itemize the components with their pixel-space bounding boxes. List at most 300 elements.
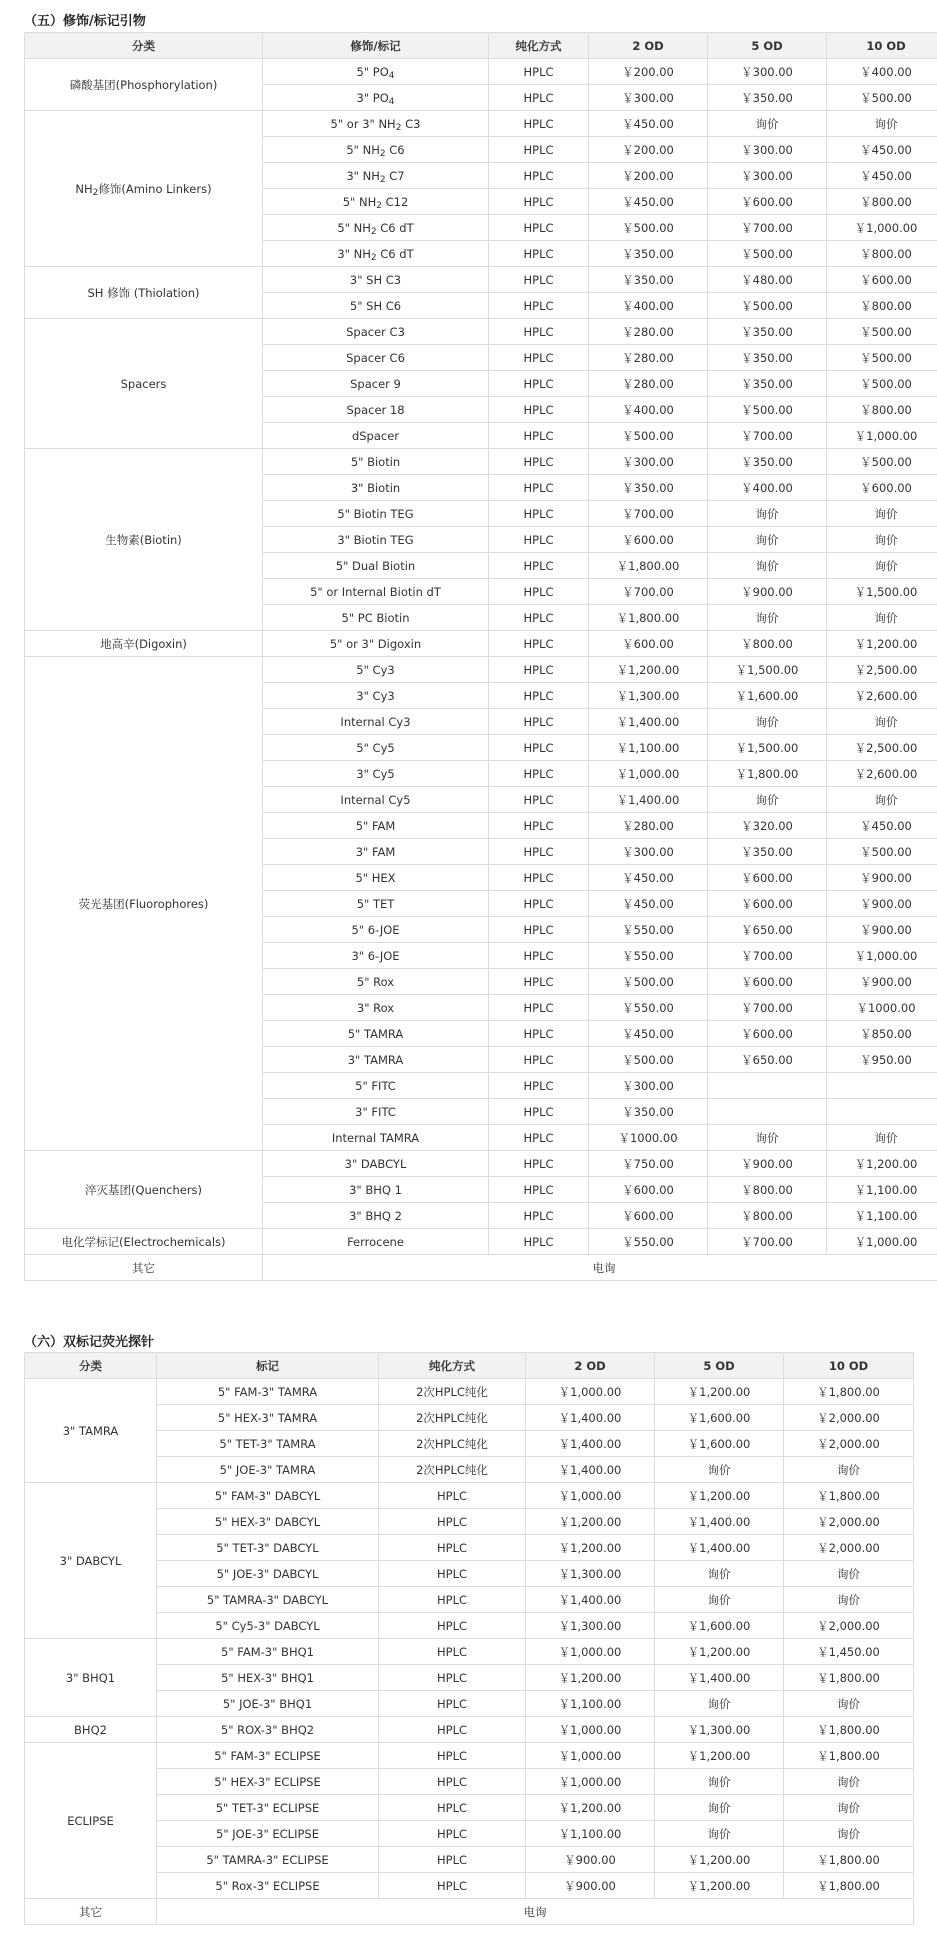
cell-price-10od: ￥1,800.00 — [784, 1665, 914, 1691]
cell-price-2od: ￥350.00 — [589, 241, 708, 267]
probe-price-table — [24, 1352, 914, 1925]
cell-purification: HPLC — [489, 631, 589, 657]
cell-label: 5" HEX-3" TAMRA — [157, 1405, 379, 1431]
cell-price-2od: ￥1,000.00 — [526, 1379, 655, 1405]
cell-purification: HPLC — [379, 1743, 526, 1769]
header-purification: 纯化方式 — [489, 33, 589, 59]
cell-label: 5" TET-3" DABCYL — [157, 1535, 379, 1561]
cell-purification: HPLC — [489, 735, 589, 761]
header-label: 标记 — [157, 1353, 379, 1379]
cell-purification: HPLC — [489, 969, 589, 995]
cell-label: 5" FAM-3" DABCYL — [157, 1483, 379, 1509]
cell-price-2od: ￥1,000.00 — [526, 1639, 655, 1665]
cell-price-10od: 询价 — [784, 1769, 914, 1795]
cell-label: 5" Rox — [263, 969, 489, 995]
cell-price-5od: ￥1,200.00 — [655, 1743, 784, 1769]
cell-price-2od: ￥1,000.00 — [526, 1769, 655, 1795]
cell-price-5od: ￥800.00 — [708, 631, 827, 657]
cell-purification: HPLC — [379, 1769, 526, 1795]
cell-price-2od: ￥400.00 — [589, 397, 708, 423]
category-cell: SH 修饰 (Thiolation) — [25, 267, 263, 319]
cell-price-5od: ￥650.00 — [708, 1047, 827, 1073]
cell-purification: HPLC — [489, 709, 589, 735]
table-row — [25, 449, 937, 475]
cell-price-10od: ￥850.00 — [827, 1021, 937, 1047]
cell-purification: HPLC — [489, 215, 589, 241]
table-row — [25, 1639, 914, 1665]
cell-price-10od — [827, 1073, 937, 1099]
cell-price-10od: ￥800.00 — [827, 241, 937, 267]
cell-price-5od: ￥1,800.00 — [708, 761, 827, 787]
cell-purification: HPLC — [489, 1099, 589, 1125]
cell-price-5od: ￥350.00 — [708, 839, 827, 865]
table-row — [25, 657, 937, 683]
cell-price-5od: ￥900.00 — [708, 1151, 827, 1177]
cell-price-10od: ￥2,000.00 — [784, 1431, 914, 1457]
cell-purification: HPLC — [489, 683, 589, 709]
header-10od: 10 OD — [827, 33, 937, 59]
cell-price-10od: ￥1,800.00 — [784, 1717, 914, 1743]
cell-price-10od: 询价 — [784, 1561, 914, 1587]
cell-price-5od: ￥1,200.00 — [655, 1847, 784, 1873]
cell-price-10od: 询价 — [784, 1587, 914, 1613]
cell-price-2od: ￥1,000.00 — [526, 1483, 655, 1509]
inquiry-note: 电询 — [157, 1899, 914, 1925]
cell-price-5od: ￥1,200.00 — [655, 1873, 784, 1899]
cell-purification: HPLC — [379, 1873, 526, 1899]
cell-price-5od: ￥1,400.00 — [655, 1665, 784, 1691]
cell-price-10od: ￥1,200.00 — [827, 1151, 937, 1177]
cell-purification: HPLC — [489, 1203, 589, 1229]
cell-price-2od: ￥550.00 — [589, 917, 708, 943]
cell-purification: HPLC — [489, 1047, 589, 1073]
cell-price-5od: ￥1,400.00 — [655, 1535, 784, 1561]
table-row — [25, 1717, 914, 1743]
cell-label: 5" ROX-3" BHQ2 — [157, 1717, 379, 1743]
cell-price-2od: ￥500.00 — [589, 1047, 708, 1073]
cell-price-2od: ￥1,100.00 — [589, 735, 708, 761]
table-row — [25, 1873, 914, 1899]
section5-title: （五）修饰/标记引物 — [24, 14, 146, 29]
cell-label: Internal TAMRA — [263, 1125, 489, 1151]
table-row — [25, 319, 937, 345]
cell-price-2od: ￥550.00 — [589, 1229, 708, 1255]
cell-price-5od: ￥500.00 — [708, 241, 827, 267]
cell-price-2od: ￥1,400.00 — [589, 709, 708, 735]
cell-price-2od: ￥450.00 — [589, 891, 708, 917]
cell-price-2od: ￥350.00 — [589, 475, 708, 501]
cell-price-10od: ￥1,800.00 — [784, 1873, 914, 1899]
cell-purification: HPLC — [489, 59, 589, 85]
cell-price-5od: 询价 — [708, 527, 827, 553]
cell-price-10od: ￥2,000.00 — [784, 1405, 914, 1431]
cell-price-10od: ￥1,000.00 — [827, 943, 937, 969]
cell-price-2od: ￥280.00 — [589, 345, 708, 371]
cell-label: 5" Biotin TEG — [263, 501, 489, 527]
cell-price-5od: ￥700.00 — [708, 215, 827, 241]
cell-purification: HPLC — [489, 1151, 589, 1177]
cell-purification: HPLC — [489, 579, 589, 605]
cell-label: 5" $NH_2$ C6 — [263, 137, 489, 163]
cell-price-2od: ￥450.00 — [589, 1021, 708, 1047]
cell-price-2od: ￥550.00 — [589, 943, 708, 969]
header-modification: 修饰/标记 — [263, 33, 489, 59]
cell-price-10od: ￥1,800.00 — [784, 1483, 914, 1509]
cell-price-5od: ￥350.00 — [708, 345, 827, 371]
cell-price-2od: ￥600.00 — [589, 527, 708, 553]
cell-price-5od: ￥1,600.00 — [655, 1405, 784, 1431]
cell-price-10od: ￥600.00 — [827, 267, 937, 293]
table-row — [25, 1509, 914, 1535]
cell-purification: HPLC — [489, 1177, 589, 1203]
cell-label: 5" JOE-3" BHQ1 — [157, 1691, 379, 1717]
cell-purification: HPLC — [489, 995, 589, 1021]
cell-price-5od: ￥1,200.00 — [655, 1639, 784, 1665]
cell-price-10od: ￥500.00 — [827, 319, 937, 345]
cell-price-5od: 询价 — [655, 1795, 784, 1821]
cell-label: 3" BHQ 2 — [263, 1203, 489, 1229]
cell-price-2od: ￥1,400.00 — [589, 787, 708, 813]
cell-price-2od: ￥1,100.00 — [526, 1821, 655, 1847]
cell-price-5od: ￥350.00 — [708, 371, 827, 397]
cell-price-2od: ￥1,300.00 — [589, 683, 708, 709]
cell-price-10od: ￥2,500.00 — [827, 657, 937, 683]
cell-price-5od: ￥1,400.00 — [655, 1509, 784, 1535]
table-row — [25, 1405, 914, 1431]
category-cell: 3" TAMRA — [25, 1379, 157, 1483]
cell-price-10od: ￥2,600.00 — [827, 683, 937, 709]
cell-label: 3" FITC — [263, 1099, 489, 1125]
cell-price-5od: 询价 — [655, 1457, 784, 1483]
cell-price-10od: ￥2,600.00 — [827, 761, 937, 787]
table-header-row — [25, 33, 937, 59]
table-row — [25, 1847, 914, 1873]
table-row — [25, 1483, 914, 1509]
cell-price-2od: ￥1,200.00 — [526, 1795, 655, 1821]
cell-price-5od: 询价 — [708, 709, 827, 735]
category-cell: ECLIPSE — [25, 1743, 157, 1899]
cell-label: 5" Cy5 — [263, 735, 489, 761]
cell-price-5od: ￥600.00 — [708, 865, 827, 891]
table-row — [25, 1535, 914, 1561]
cell-label: 5" Dual Biotin — [263, 553, 489, 579]
cell-label: 5" or 3" $NH_2$ C3 — [263, 111, 489, 137]
cell-price-5od: ￥600.00 — [708, 891, 827, 917]
cell-price-5od: 询价 — [655, 1587, 784, 1613]
cell-purification: 2次HPLC纯化 — [379, 1405, 526, 1431]
cell-label: 5" TAMRA — [263, 1021, 489, 1047]
cell-price-2od: ￥200.00 — [589, 137, 708, 163]
cell-purification: HPLC — [379, 1613, 526, 1639]
cell-label: 5" JOE-3" DABCYL — [157, 1561, 379, 1587]
table-row — [25, 1229, 937, 1255]
cell-label: 5" FAM-3" TAMRA — [157, 1379, 379, 1405]
cell-price-10od: ￥500.00 — [827, 449, 937, 475]
category-cell: Spacers — [25, 319, 263, 449]
primer-price-table — [24, 32, 937, 1281]
category-cell: 淬灭基团(Quenchers) — [25, 1151, 263, 1229]
cell-price-5od: 询价 — [655, 1821, 784, 1847]
category-cell: 电化学标记(Electrochemicals) — [25, 1229, 263, 1255]
table-row — [25, 1769, 914, 1795]
cell-label: Spacer 9 — [263, 371, 489, 397]
cell-price-2od: ￥1,400.00 — [526, 1405, 655, 1431]
cell-label: Spacer C6 — [263, 345, 489, 371]
cell-price-2od: ￥500.00 — [589, 969, 708, 995]
table-row — [25, 1561, 914, 1587]
cell-purification: HPLC — [489, 1021, 589, 1047]
cell-price-2od: ￥450.00 — [589, 865, 708, 891]
cell-price-10od: ￥950.00 — [827, 1047, 937, 1073]
cell-label: 5" TAMRA-3" DABCYL — [157, 1587, 379, 1613]
cell-price-5od: ￥350.00 — [708, 449, 827, 475]
cell-label: 3" FAM — [263, 839, 489, 865]
category-cell: 磷酸基团(Phosphorylation) — [25, 59, 263, 111]
category-cell: 其它 — [25, 1255, 263, 1281]
cell-purification: HPLC — [489, 1125, 589, 1151]
cell-label: 5" HEX-3" ECLIPSE — [157, 1769, 379, 1795]
cell-price-5od: ￥300.00 — [708, 163, 827, 189]
cell-price-5od: 询价 — [708, 111, 827, 137]
cell-price-2od: ￥700.00 — [589, 501, 708, 527]
cell-purification: HPLC — [489, 891, 589, 917]
cell-purification: HPLC — [379, 1795, 526, 1821]
cell-price-2od: ￥200.00 — [589, 163, 708, 189]
cell-price-5od — [708, 1073, 827, 1099]
cell-label: 5" PC Biotin — [263, 605, 489, 631]
cell-price-10od: ￥900.00 — [827, 891, 937, 917]
cell-price-2od: ￥1,000.00 — [589, 761, 708, 787]
cell-price-2od: ￥700.00 — [589, 579, 708, 605]
cell-purification: HPLC — [489, 163, 589, 189]
cell-price-2od: ￥1,200.00 — [526, 1535, 655, 1561]
cell-price-2od: ￥550.00 — [589, 995, 708, 1021]
cell-label: 3" SH C3 — [263, 267, 489, 293]
cell-label: 5" TAMRA-3" ECLIPSE — [157, 1847, 379, 1873]
cell-price-10od: 询价 — [784, 1457, 914, 1483]
category-cell: 荧光基团(Fluorophores) — [25, 657, 263, 1151]
cell-label: 5" $NH_2$ C12 — [263, 189, 489, 215]
cell-price-10od: ￥500.00 — [827, 345, 937, 371]
inquiry-note: 电询 — [263, 1255, 937, 1281]
cell-price-2od: ￥1,300.00 — [526, 1613, 655, 1639]
cell-purification: HPLC — [489, 475, 589, 501]
cell-purification: HPLC — [489, 267, 589, 293]
cell-price-10od: ￥1,000.00 — [827, 1229, 937, 1255]
cell-purification: HPLC — [489, 189, 589, 215]
cell-label: Spacer C3 — [263, 319, 489, 345]
cell-price-10od: ￥2,000.00 — [784, 1613, 914, 1639]
table-row — [25, 1587, 914, 1613]
cell-label: 5" TET-3" TAMRA — [157, 1431, 379, 1457]
cell-price-2od: ￥300.00 — [589, 449, 708, 475]
cell-label: 5" TET-3" ECLIPSE — [157, 1795, 379, 1821]
cell-price-2od: ￥300.00 — [589, 839, 708, 865]
header-2od: 2 OD — [526, 1353, 655, 1379]
cell-price-10od: ￥800.00 — [827, 189, 937, 215]
cell-price-2od: ￥450.00 — [589, 189, 708, 215]
table-row — [25, 1743, 914, 1769]
table-row — [25, 1151, 937, 1177]
header-5od: 5 OD — [708, 33, 827, 59]
cell-price-2od: ￥1,200.00 — [589, 657, 708, 683]
cell-purification: HPLC — [489, 319, 589, 345]
cell-price-10od: ￥1,800.00 — [784, 1743, 914, 1769]
cell-purification: HPLC — [489, 293, 589, 319]
cell-price-2od: ￥500.00 — [589, 423, 708, 449]
cell-label: 3" 6-JOE — [263, 943, 489, 969]
cell-label: dSpacer — [263, 423, 489, 449]
table-row — [25, 1457, 914, 1483]
table-row — [25, 1795, 914, 1821]
table-row — [25, 631, 937, 657]
cell-price-5od: ￥500.00 — [708, 397, 827, 423]
cell-purification: HPLC — [489, 787, 589, 813]
cell-purification: HPLC — [489, 943, 589, 969]
cell-price-10od: ￥450.00 — [827, 137, 937, 163]
cell-price-2od: ￥1,200.00 — [526, 1509, 655, 1535]
cell-label: 5" Rox-3" ECLIPSE — [157, 1873, 379, 1899]
header-5od: 5 OD — [655, 1353, 784, 1379]
header-purification: 纯化方式 — [379, 1353, 526, 1379]
cell-label: 3" Biotin TEG — [263, 527, 489, 553]
cell-price-2od: ￥1,400.00 — [526, 1431, 655, 1457]
cell-purification: HPLC — [379, 1639, 526, 1665]
cell-price-2od: ￥900.00 — [526, 1873, 655, 1899]
cell-label: 5" Cy5-3" DABCYL — [157, 1613, 379, 1639]
cell-purification: HPLC — [489, 761, 589, 787]
cell-price-5od: ￥1,500.00 — [708, 735, 827, 761]
cell-price-10od: ￥2,000.00 — [784, 1509, 914, 1535]
cell-price-5od: ￥1,600.00 — [708, 683, 827, 709]
table-row-other — [25, 1899, 914, 1925]
cell-label: Internal Cy3 — [263, 709, 489, 735]
cell-label: Internal Cy5 — [263, 787, 489, 813]
section6-title: （六）双标记荧光探针 — [24, 1335, 155, 1350]
cell-label: 5" FAM-3" BHQ1 — [157, 1639, 379, 1665]
cell-price-5od: ￥300.00 — [708, 137, 827, 163]
table-row — [25, 1379, 914, 1405]
cell-label: 3" DABCYL — [263, 1151, 489, 1177]
cell-price-2od: ￥1000.00 — [589, 1125, 708, 1151]
header-10od: 10 OD — [784, 1353, 914, 1379]
cell-purification: HPLC — [379, 1535, 526, 1561]
cell-label: 3" BHQ 1 — [263, 1177, 489, 1203]
cell-label: 5" FAM — [263, 813, 489, 839]
cell-price-10od: ￥450.00 — [827, 813, 937, 839]
cell-purification: HPLC — [379, 1509, 526, 1535]
cell-purification: HPLC — [489, 241, 589, 267]
cell-label: 3" $PO_4$ — [263, 85, 489, 111]
cell-purification: HPLC — [379, 1665, 526, 1691]
cell-price-10od: ￥2,000.00 — [784, 1535, 914, 1561]
cell-price-10od: ￥400.00 — [827, 59, 937, 85]
cell-purification: HPLC — [379, 1483, 526, 1509]
cell-purification: HPLC — [489, 527, 589, 553]
cell-price-2od: ￥1,800.00 — [589, 553, 708, 579]
cell-price-2od: ￥200.00 — [589, 59, 708, 85]
cell-price-5od: 询价 — [708, 605, 827, 631]
cell-price-10od: 询价 — [827, 605, 937, 631]
cell-price-10od: ￥1,000.00 — [827, 215, 937, 241]
cell-price-10od: 询价 — [784, 1821, 914, 1847]
cell-price-10od: ￥800.00 — [827, 293, 937, 319]
cell-price-10od — [827, 1099, 937, 1125]
cell-label: 5" 6-JOE — [263, 917, 489, 943]
cell-price-10od: 询价 — [827, 1125, 937, 1151]
cell-price-10od: ￥1,100.00 — [827, 1203, 937, 1229]
cell-label: 5" or Internal Biotin dT — [263, 579, 489, 605]
cell-price-5od: 询价 — [708, 787, 827, 813]
cell-label: 5" Cy3 — [263, 657, 489, 683]
cell-price-10od: 询价 — [827, 553, 937, 579]
cell-price-5od: ￥700.00 — [708, 1229, 827, 1255]
table-row-other — [25, 1255, 937, 1281]
cell-price-5od: 询价 — [708, 501, 827, 527]
cell-price-5od: ￥1,200.00 — [655, 1483, 784, 1509]
cell-price-5od: ￥350.00 — [708, 319, 827, 345]
cell-price-5od: ￥900.00 — [708, 579, 827, 605]
cell-price-5od: ￥700.00 — [708, 423, 827, 449]
cell-price-5od: ￥480.00 — [708, 267, 827, 293]
cell-price-2od: ￥1,300.00 — [526, 1561, 655, 1587]
cell-price-5od: ￥350.00 — [708, 85, 827, 111]
cell-price-2od: ￥750.00 — [589, 1151, 708, 1177]
table-row — [25, 1691, 914, 1717]
cell-purification: 2次HPLC纯化 — [379, 1431, 526, 1457]
cell-label: 5" TET — [263, 891, 489, 917]
cell-purification: HPLC — [489, 371, 589, 397]
cell-price-2od: ￥600.00 — [589, 1177, 708, 1203]
cell-purification: HPLC — [489, 657, 589, 683]
cell-purification: HPLC — [379, 1821, 526, 1847]
cell-price-10od: ￥500.00 — [827, 839, 937, 865]
category-cell: 其它 — [25, 1899, 157, 1925]
cell-label: 5" JOE-3" ECLIPSE — [157, 1821, 379, 1847]
cell-purification: HPLC — [489, 1073, 589, 1099]
cell-label: 5" HEX-3" DABCYL — [157, 1509, 379, 1535]
cell-price-5od: 询价 — [655, 1561, 784, 1587]
cell-price-5od: ￥300.00 — [708, 59, 827, 85]
cell-price-5od: ￥800.00 — [708, 1203, 827, 1229]
cell-label: 5" $PO_4$ — [263, 59, 489, 85]
table-row — [25, 267, 937, 293]
cell-purification: HPLC — [489, 839, 589, 865]
cell-price-5od: 询价 — [708, 553, 827, 579]
cell-price-10od: ￥1000.00 — [827, 995, 937, 1021]
cell-price-10od: ￥600.00 — [827, 475, 937, 501]
table-row — [25, 1821, 914, 1847]
cell-label: 5" JOE-3" TAMRA — [157, 1457, 379, 1483]
cell-purification: HPLC — [489, 137, 589, 163]
cell-price-2od: ￥450.00 — [589, 111, 708, 137]
cell-purification: HPLC — [489, 345, 589, 371]
cell-purification: HPLC — [489, 917, 589, 943]
header-category: 分类 — [25, 1353, 157, 1379]
cell-price-2od: ￥300.00 — [589, 85, 708, 111]
cell-price-2od: ￥280.00 — [589, 813, 708, 839]
cell-label: 5" SH C6 — [263, 293, 489, 319]
cell-label: 5" or 3" Digoxin — [263, 631, 489, 657]
cell-price-2od: ￥600.00 — [589, 631, 708, 657]
cell-price-5od: ￥400.00 — [708, 475, 827, 501]
cell-price-5od: ￥1,600.00 — [655, 1431, 784, 1457]
cell-price-10od: ￥900.00 — [827, 969, 937, 995]
cell-price-5od: ￥800.00 — [708, 1177, 827, 1203]
cell-price-10od: ￥1,200.00 — [827, 631, 937, 657]
cell-price-10od: 询价 — [827, 501, 937, 527]
cell-purification: 2次HPLC纯化 — [379, 1457, 526, 1483]
